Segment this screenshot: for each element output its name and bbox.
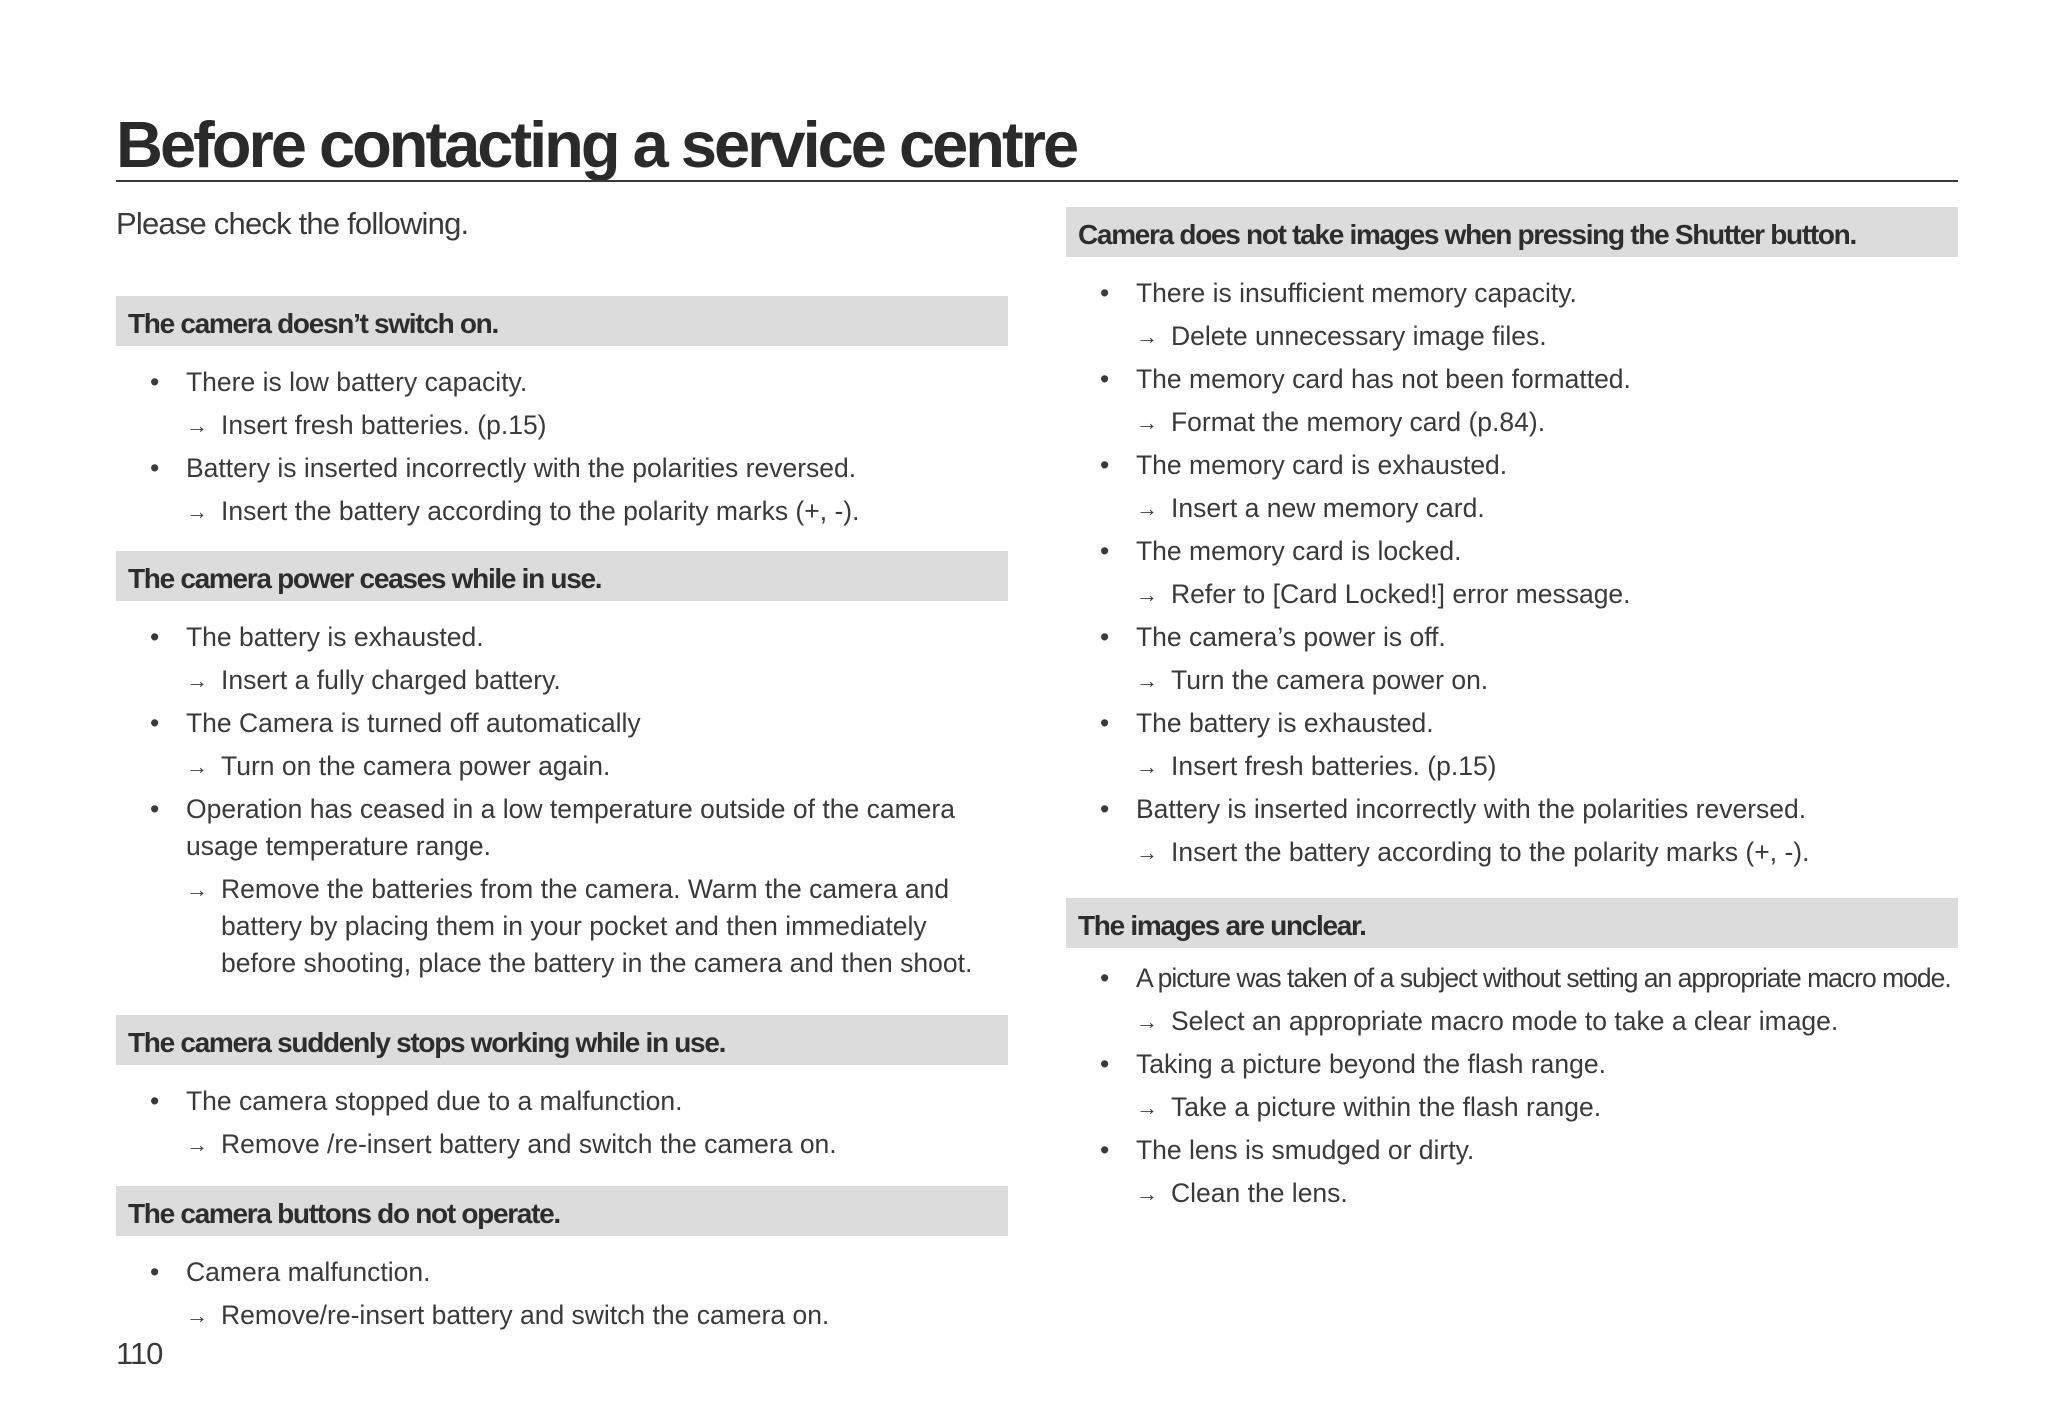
bullet-icon: • xyxy=(1100,963,1109,993)
problem-text: Camera malfunction. xyxy=(186,1257,431,1287)
solution-text: Remove/re-insert battery and switch the camera on. xyxy=(221,1300,830,1330)
troubleshooting-list xyxy=(116,1236,1008,1334)
solution-text: Clean the lens. xyxy=(1171,1178,1348,1208)
arrow-right-icon: → xyxy=(1136,1181,1158,1206)
list-item xyxy=(116,791,1008,865)
section-camera-doesnt-switch-on xyxy=(116,296,1008,530)
section-power-ceases xyxy=(116,551,1008,982)
solution-text: Format the memory card (p.84). xyxy=(1171,407,1546,437)
solution-text: Insert a fully charged battery. xyxy=(221,665,561,695)
arrow-right-icon: → xyxy=(1136,410,1158,435)
problem-text: The Camera is turned off automatically xyxy=(186,708,641,738)
bullet-icon: • xyxy=(1100,794,1110,824)
bullet-icon: • xyxy=(1100,1049,1110,1079)
solution-text: Select an appropriate macro mode to take a clear image. xyxy=(1171,1006,1839,1036)
arrow-right-icon: → xyxy=(1136,582,1158,607)
list-item xyxy=(1066,705,1958,742)
bullet-icon: • xyxy=(150,1257,160,1287)
bullet-icon: • xyxy=(1100,278,1110,308)
arrow-right-icon: → xyxy=(186,668,208,693)
troubleshooting-list xyxy=(1066,948,1958,1212)
section-heading: The images are unclear. xyxy=(1066,898,1958,948)
arrow-right-icon: → xyxy=(1136,754,1158,779)
arrow-right-icon: → xyxy=(186,499,208,524)
solution-text: Refer to [Card Locked!] error message. xyxy=(1171,579,1631,609)
problem-text: Battery is inserted incorrectly with the polarities reversed. xyxy=(1136,794,1807,824)
problem-text: The memory card is exhausted. xyxy=(1136,450,1508,480)
solution-text: Take a picture within the flash range. xyxy=(1171,1092,1602,1122)
solution-item xyxy=(1136,1089,1958,1126)
arrow-right-icon: → xyxy=(1136,840,1158,865)
problem-text: Battery is inserted incorrectly with the polarities reversed. xyxy=(186,453,857,483)
bullet-icon: • xyxy=(150,708,160,738)
bullet-icon: • xyxy=(150,1086,160,1116)
list-item xyxy=(1066,361,1958,398)
arrow-right-icon: → xyxy=(1136,1009,1158,1034)
list-item xyxy=(1066,619,1958,656)
arrow-right-icon: → xyxy=(1136,1095,1158,1120)
solution-item xyxy=(186,662,1008,699)
section-heading: The camera buttons do not operate. xyxy=(116,1186,1008,1236)
problem-text: The lens is smudged or dirty. xyxy=(1136,1135,1475,1165)
arrow-right-icon: → xyxy=(186,1132,208,1157)
arrow-right-icon: → xyxy=(186,877,208,902)
bullet-icon: • xyxy=(1100,1135,1110,1165)
title-divider xyxy=(116,180,1958,182)
bullet-icon: • xyxy=(1100,708,1110,738)
problem-text: There is low battery capacity. xyxy=(186,367,528,397)
list-item xyxy=(1066,960,1958,997)
bullet-icon: • xyxy=(1100,622,1110,652)
list-item xyxy=(116,1254,1008,1291)
arrow-right-icon: → xyxy=(186,754,208,779)
solution-text: Remove the batteries from the camera. Warm the camera and battery by placing them in your pocket and then immediately before shooting, place the battery in the camera and then shoot. xyxy=(221,874,973,978)
problem-text: The camera stopped due to a malfunction. xyxy=(186,1086,683,1116)
list-item xyxy=(116,1083,1008,1120)
bullet-icon: • xyxy=(150,622,160,652)
list-item xyxy=(1066,1132,1958,1169)
section-images-unclear xyxy=(1066,898,1958,1212)
problem-text: The memory card is locked. xyxy=(1136,536,1462,566)
solution-text: Turn the camera power on. xyxy=(1171,665,1489,695)
solution-item xyxy=(186,871,1008,982)
arrow-right-icon: → xyxy=(1136,324,1158,349)
troubleshooting-list xyxy=(116,1065,1008,1163)
troubleshooting-list xyxy=(116,346,1008,530)
problem-text: The battery is exhausted. xyxy=(1136,708,1434,738)
page-title: Before contacting a service centre xyxy=(116,108,1077,181)
solution-text: Insert the battery according to the polarity marks (+, -). xyxy=(1171,837,1810,867)
problem-text: Operation has ceased in a low temperature outside of the camera usage temperature range. xyxy=(186,794,955,861)
solution-item xyxy=(186,407,1008,444)
list-item xyxy=(1066,275,1958,312)
solution-item xyxy=(186,1126,1008,1163)
solution-text: Insert a new memory card. xyxy=(1171,493,1485,523)
solution-text: Turn on the camera power again. xyxy=(221,751,611,781)
list-item xyxy=(1066,447,1958,484)
bullet-icon: • xyxy=(1100,450,1110,480)
problem-text: The battery is exhausted. xyxy=(186,622,484,652)
section-heading: The camera doesn’t switch on. xyxy=(116,296,1008,346)
list-item xyxy=(116,450,1008,487)
list-item xyxy=(1066,791,1958,828)
arrow-right-icon: → xyxy=(1136,668,1158,693)
solution-item xyxy=(1136,318,1958,355)
intro-text: Please check the following. xyxy=(116,206,469,241)
bullet-icon: • xyxy=(150,794,160,824)
solution-text: Remove /re-insert battery and switch the camera on. xyxy=(221,1129,837,1159)
section-suddenly-stops xyxy=(116,1015,1008,1163)
solution-item xyxy=(1136,662,1958,699)
solution-item xyxy=(1136,404,1958,441)
problem-text: The camera’s power is off. xyxy=(1136,622,1446,652)
page-number: 110 xyxy=(116,1336,163,1371)
list-item xyxy=(116,705,1008,742)
bullet-icon: • xyxy=(150,453,160,483)
problem-text: A picture was taken of a subject without setting an appropriate macro mode. xyxy=(1136,963,1951,993)
arrow-right-icon: → xyxy=(186,1303,208,1328)
section-no-images-on-shutter xyxy=(1066,207,1958,871)
bullet-icon: • xyxy=(1100,536,1110,566)
solution-item xyxy=(186,748,1008,785)
solution-text: Delete unnecessary image files. xyxy=(1171,321,1547,351)
solution-text: Insert fresh batteries. (p.15) xyxy=(221,410,547,440)
list-item xyxy=(116,619,1008,656)
arrow-right-icon: → xyxy=(1136,496,1158,521)
list-item xyxy=(116,364,1008,401)
solution-text: Insert fresh batteries. (p.15) xyxy=(1171,751,1497,781)
section-heading: The camera power ceases while in use. xyxy=(116,551,1008,601)
problem-text: The memory card has not been formatted. xyxy=(1136,364,1631,394)
section-heading: The camera suddenly stops working while in use. xyxy=(116,1015,1008,1065)
list-item xyxy=(1066,533,1958,570)
solution-item xyxy=(1136,576,1958,613)
bullet-icon: • xyxy=(150,367,160,397)
solution-text: Insert the battery according to the polarity marks (+, -). xyxy=(221,496,860,526)
solution-item xyxy=(186,1297,1008,1334)
solution-item xyxy=(186,493,1008,530)
problem-text: Taking a picture beyond the flash range. xyxy=(1136,1049,1606,1079)
solution-item xyxy=(1136,1175,1958,1212)
arrow-right-icon: → xyxy=(186,413,208,438)
bullet-icon: • xyxy=(1100,364,1110,394)
solution-item xyxy=(1136,1003,1958,1040)
section-buttons-do-not-operate xyxy=(116,1186,1008,1334)
troubleshooting-list xyxy=(116,601,1008,982)
troubleshooting-list xyxy=(1066,257,1958,871)
section-heading: Camera does not take images when pressing the Shutter button. xyxy=(1066,207,1958,257)
problem-text: There is insufficient memory capacity. xyxy=(1136,278,1577,308)
list-item xyxy=(1066,1046,1958,1083)
solution-item xyxy=(1136,748,1958,785)
solution-item xyxy=(1136,834,1958,871)
solution-item xyxy=(1136,490,1958,527)
